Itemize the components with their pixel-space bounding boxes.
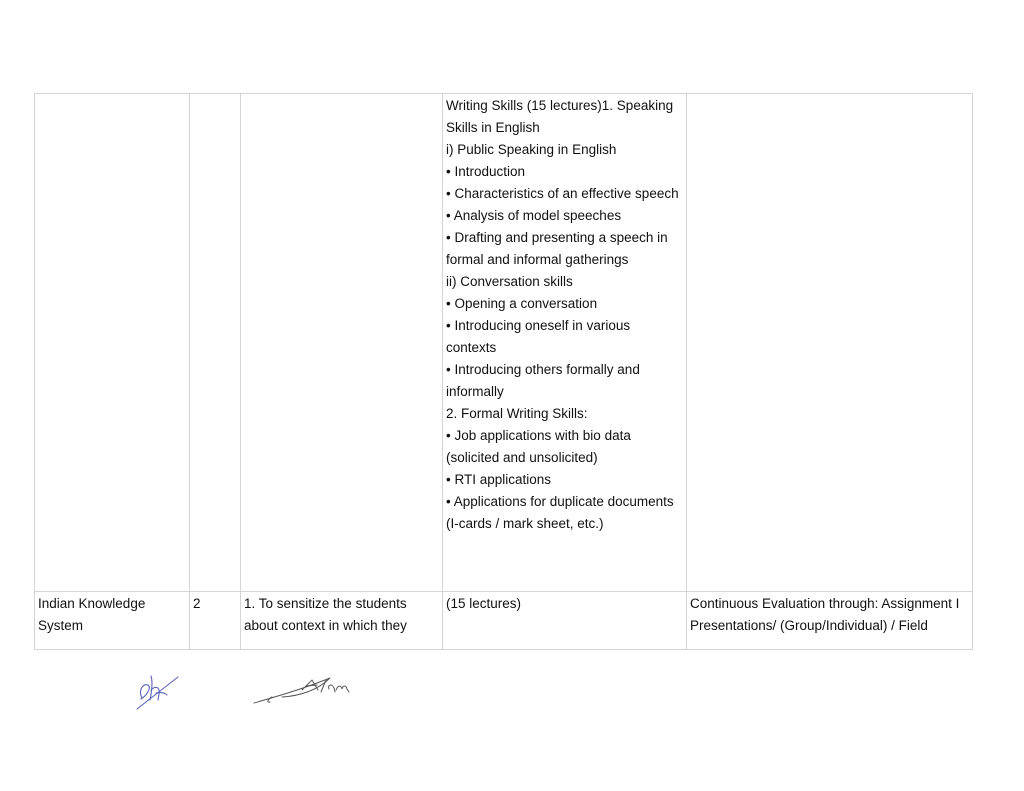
syllabus-line: Writing Skills (15 lectures)1. Speaking Skills in English: [446, 98, 674, 135]
syllabus-table: [34, 93, 973, 650]
evaluation-cell: Continuous Evaluation through: Assignment I Presentations/ (Group/Individual) / Field: [687, 592, 973, 650]
syllabus-line: i) Public Speaking in English: [446, 142, 617, 157]
credits-cell: 2: [190, 592, 241, 650]
signature-left: [137, 676, 178, 709]
course-name-cell: [35, 94, 190, 592]
syllabus-line: • Drafting and presenting a speech in formal and informal gatherings: [446, 230, 668, 267]
objectives-cell: [241, 94, 443, 592]
table-row: [35, 592, 973, 650]
syllabus-line: • Introducing oneself in various contexts: [446, 318, 631, 355]
syllabus-content-cell: (15 lectures): [443, 592, 687, 650]
syllabus-line: • Introducing others formally and informally: [446, 362, 640, 399]
syllabus-line: • RTI applications: [446, 472, 552, 487]
syllabus-line: • Introduction: [446, 164, 526, 179]
syllabus-line: ii) Conversation skills: [446, 274, 573, 289]
syllabus-line: • Job applications with bio data (solicited and unsolicited): [446, 428, 631, 465]
syllabus-line: • Analysis of model speeches: [446, 208, 622, 223]
syllabus-content-cell: [443, 94, 687, 592]
course-name-cell: Indian Knowledge System: [35, 592, 190, 650]
syllabus-line: • Characteristics of an effective speech: [446, 186, 679, 201]
objectives-cell: 1. To sensitize the students about context in which they: [241, 592, 443, 650]
signature-right: [254, 678, 349, 703]
syllabus-line: • Applications for duplicate documents (I-cards / mark sheet, etc.): [446, 494, 674, 531]
syllabus-line: • Opening a conversation: [446, 296, 598, 311]
evaluation-cell: [687, 94, 973, 592]
syllabus-line: 2. Formal Writing Skills:: [446, 406, 588, 421]
credits-cell: [190, 94, 241, 592]
table-row: [35, 94, 973, 592]
